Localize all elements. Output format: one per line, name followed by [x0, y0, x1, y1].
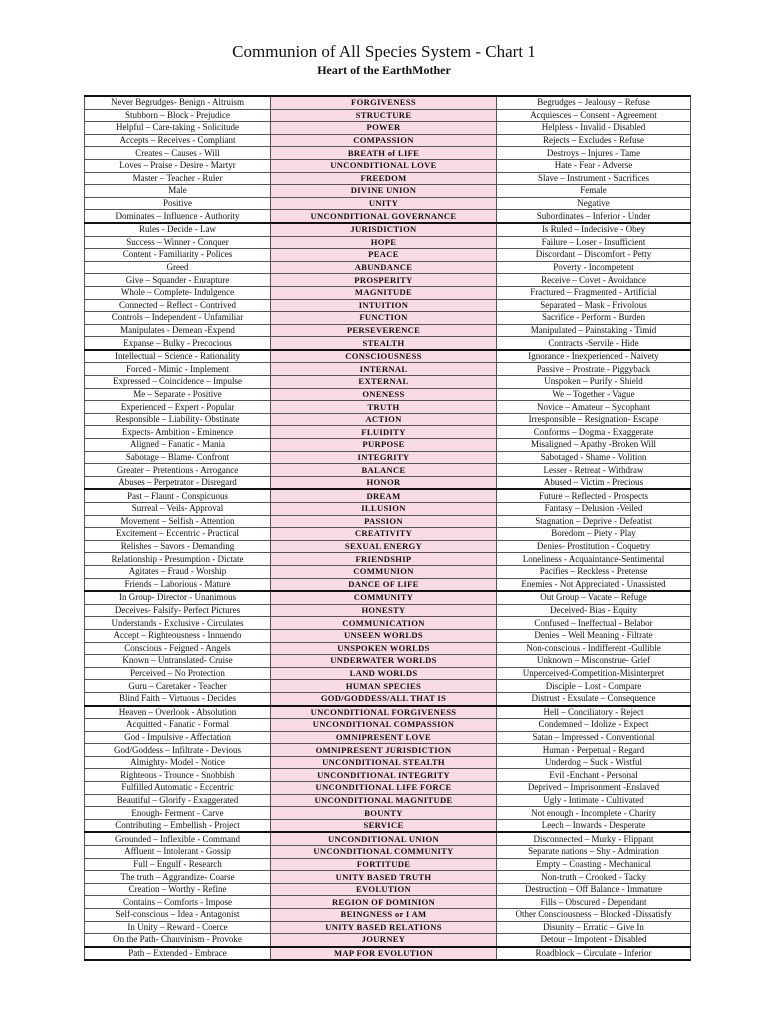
right-quality-cell: Is Ruled – Indecisive - Obey [497, 223, 691, 236]
left-quality-cell: Excitement – Eccentric - Practical [85, 528, 271, 541]
center-principle-cell: COMMUNICATION [271, 617, 497, 630]
right-quality-cell: Fills – Obscured - Dependant [497, 896, 691, 909]
right-quality-cell: Ignorance - Inexperienced - Naivety [497, 350, 691, 363]
center-principle-cell: FORTITUDE [271, 858, 497, 871]
center-principle-cell: BOUNTY [271, 807, 497, 820]
center-principle-cell: INTEGRITY [271, 451, 497, 464]
center-principle-cell: HUMAN SPECIES [271, 680, 497, 693]
table-row [85, 719, 691, 732]
center-principle-cell: INTUITION [271, 299, 497, 312]
table-row [85, 819, 691, 832]
right-quality-cell: Passive – Prostrate - Piggyback [497, 363, 691, 376]
center-principle-cell: UNSPOKEN WORLDS [271, 642, 497, 655]
center-principle-cell: UNCONDITIONAL STEALTH [271, 756, 497, 769]
right-quality-cell: Not enough - Incomplete - Charity [497, 807, 691, 820]
center-principle-cell: UNITY BASED TRUTH [271, 871, 497, 884]
right-quality-cell: Condemned – Idolize - Expect [497, 719, 691, 732]
right-quality-cell: Denies – Well Meaning - Filtrate [497, 629, 691, 642]
table-row [85, 464, 691, 477]
center-principle-cell: LAND WORLDS [271, 667, 497, 680]
left-quality-cell: Relationship - Presumption - Dictate [85, 553, 271, 566]
center-principle-cell: BALANCE [271, 464, 497, 477]
left-quality-cell: Almighty- Model - Notice [85, 756, 271, 769]
table-row [85, 197, 691, 210]
center-principle-cell: UNCONDITIONAL LIFE FORCE [271, 782, 497, 795]
left-quality-cell: Controls – Independent - Unfamiliar [85, 312, 271, 325]
center-principle-cell: JOURNEY [271, 934, 497, 947]
center-principle-cell: GOD/GODDESS/ALL THAT IS [271, 692, 497, 705]
center-principle-cell: UNSEEN WORLDS [271, 629, 497, 642]
table-row [85, 553, 691, 566]
right-quality-cell: Deprived – Imprisonment -Enslaved [497, 782, 691, 795]
center-principle-cell: UNCONDITIONAL GOVERNANCE [271, 210, 497, 223]
table-row [85, 692, 691, 705]
center-principle-cell: UNCONDITIONAL MAGNITUDE [271, 794, 497, 807]
table-row [85, 210, 691, 223]
right-quality-cell: Pacifies – Reckless - Pretense [497, 565, 691, 578]
right-quality-cell: Future – Reflected - Prospects [497, 489, 691, 502]
right-quality-cell: Empty – Coasting - Mechanical [497, 858, 691, 871]
right-quality-cell: Roadblock – Circulate - Inferior [497, 947, 691, 961]
center-principle-cell: OMNIPRESENT LOVE [271, 731, 497, 744]
species-chart-table [84, 95, 691, 961]
center-principle-cell: MAP FOR EVOLUTION [271, 947, 497, 961]
left-quality-cell: Greater – Pretentious - Arrogance [85, 464, 271, 477]
table-row [85, 350, 691, 363]
left-quality-cell: Blind Faith – Virtuous - Decides [85, 692, 271, 705]
right-quality-cell: Other Consciousness – Blocked -Dissatisfy [497, 909, 691, 922]
left-quality-cell: Content - Familiarity - Polices [85, 249, 271, 262]
right-quality-cell: Fantasy – Delusion -Veiled [497, 503, 691, 516]
left-quality-cell: Success – Winner - Conquer [85, 236, 271, 249]
right-quality-cell: Separate nations – Shy - Admiration [497, 846, 691, 859]
center-principle-cell: UNCONDITIONAL COMMUNITY [271, 846, 497, 859]
left-quality-cell: Abuses – Perpetrator - Disregard [85, 476, 271, 489]
center-principle-cell: INTERNAL [271, 363, 497, 376]
right-quality-cell: Non-truth – Crooked - Tacky [497, 871, 691, 884]
left-quality-cell: Grounded – Inflexible - Command [85, 832, 271, 845]
left-quality-cell: Manipulates - Demean -Expend [85, 324, 271, 337]
center-principle-cell: UNCONDITIONAL UNION [271, 832, 497, 845]
table-row [85, 376, 691, 389]
center-principle-cell: UNITY BASED RELATIONS [271, 921, 497, 934]
right-quality-cell: Rejects – Excludes - Refuse [497, 134, 691, 147]
table-row [85, 642, 691, 655]
table-row [85, 134, 691, 147]
left-quality-cell: Surreal – Veils- Approval [85, 503, 271, 516]
right-quality-cell: Satan – Impressed - Conventional [497, 731, 691, 744]
right-quality-cell: Receive – Covet - Avoidance [497, 274, 691, 287]
center-principle-cell: PASSION [271, 515, 497, 528]
table-row [85, 604, 691, 617]
right-quality-cell: Sacrifice - Perform - Burden [497, 312, 691, 325]
right-quality-cell: Misaligned – Apathy -Broken Will [497, 439, 691, 452]
left-quality-cell: Known – Untranslated- Cruise [85, 655, 271, 668]
table-row [85, 871, 691, 884]
table-row [85, 476, 691, 489]
center-principle-cell: EXTERNAL [271, 376, 497, 389]
right-quality-cell: Human - Perpetual - Regard [497, 744, 691, 757]
center-principle-cell: UNCONDITIONAL INTEGRITY [271, 769, 497, 782]
table-row [85, 451, 691, 464]
right-quality-cell: Distrust - Exsulate – Consequence [497, 692, 691, 705]
table-row [85, 261, 691, 274]
table-row [85, 578, 691, 591]
table-row [85, 807, 691, 820]
center-principle-cell: DANCE OF LIFE [271, 578, 497, 591]
right-quality-cell: Failure – Loser - Insufficient [497, 236, 691, 249]
right-quality-cell: Slave – Instrument - Sacrifices [497, 172, 691, 185]
left-quality-cell: God/Goddess – Infiltrate - Devious [85, 744, 271, 757]
left-quality-cell: Aligned – Fanatic - Mania [85, 439, 271, 452]
center-principle-cell: BREATH of LIFE [271, 147, 497, 160]
left-quality-cell: Perceived – No Protection [85, 667, 271, 680]
center-principle-cell: EVOLUTION [271, 883, 497, 896]
left-quality-cell: Accept – Righteousness - Innuendo [85, 629, 271, 642]
right-quality-cell: Destruction – Off Balance - Immature [497, 883, 691, 896]
table-row [85, 185, 691, 198]
table-row [85, 756, 691, 769]
table-row [85, 413, 691, 426]
table-row [85, 832, 691, 845]
right-quality-cell: Disconnected – Murky - Flippant [497, 832, 691, 845]
right-quality-cell: Acquiesces – Consent - Agreement [497, 109, 691, 122]
left-quality-cell: Past – Flaunt - Conspicuous [85, 489, 271, 502]
table-row [85, 909, 691, 922]
left-quality-cell: Heaven – Overlook - Absolution [85, 706, 271, 719]
center-principle-cell: FLUIDITY [271, 426, 497, 439]
left-quality-cell: Expects- Ambition - Eminence [85, 426, 271, 439]
table-row [85, 921, 691, 934]
table-row [85, 896, 691, 909]
left-quality-cell: Affluent – Intolerant - Gossip [85, 846, 271, 859]
left-quality-cell: Fulfilled Automatic - Eccentric [85, 782, 271, 795]
center-principle-cell: DREAM [271, 489, 497, 502]
left-quality-cell: Expressed – Coincidence – Impulse [85, 376, 271, 389]
left-quality-cell: Give – Squander - Enrapture [85, 274, 271, 287]
right-quality-cell: Hell – Conciliatory - Reject [497, 706, 691, 719]
left-quality-cell: Expanse – Bulky - Precocious [85, 337, 271, 350]
table-row [85, 794, 691, 807]
right-quality-cell: Separated – Mask - Frivolous [497, 299, 691, 312]
right-quality-cell: Lesser - Retreat - Withdraw [497, 464, 691, 477]
right-quality-cell: Loneliness - Acquaintance-Sentimental [497, 553, 691, 566]
left-quality-cell: Relishes – Savors - Demanding [85, 540, 271, 553]
table-row [85, 947, 691, 961]
left-quality-cell: Creates – Causes - Will [85, 147, 271, 160]
right-quality-cell: Manipulated – Painstaking - Timid [497, 324, 691, 337]
table-row [85, 388, 691, 401]
table-row [85, 655, 691, 668]
center-principle-cell: PROSPERITY [271, 274, 497, 287]
right-quality-cell: Fractured – Fragmented - Artificial [497, 286, 691, 299]
center-principle-cell: ACTION [271, 413, 497, 426]
right-quality-cell: Non-conscious - Indifferent -Gullible [497, 642, 691, 655]
table-row [85, 312, 691, 325]
table-row [85, 591, 691, 604]
right-quality-cell: Confused – Ineffectual - Belabor [497, 617, 691, 630]
right-quality-cell: Begrudges – Jealousy – Refuse [497, 96, 691, 109]
table-row [85, 782, 691, 795]
center-principle-cell: DIVINE UNION [271, 185, 497, 198]
left-quality-cell: In Group- Director - Unanimous [85, 591, 271, 604]
center-principle-cell: SERVICE [271, 819, 497, 832]
table-row [85, 769, 691, 782]
left-quality-cell: Conscious - Feigned - Angels [85, 642, 271, 655]
table-row [85, 731, 691, 744]
left-quality-cell: Master – Teacher - Ruler [85, 172, 271, 185]
center-principle-cell: PURPOSE [271, 439, 497, 452]
center-principle-cell: PERSEVERENCE [271, 324, 497, 337]
center-principle-cell: PEACE [271, 249, 497, 262]
center-principle-cell: COMMUNITY [271, 591, 497, 604]
table-row [85, 426, 691, 439]
table-row [85, 249, 691, 262]
left-quality-cell: Loves – Praise - Desire - Martyr [85, 159, 271, 172]
table-row [85, 109, 691, 122]
left-quality-cell: Forced - Mimic - Implement [85, 363, 271, 376]
chart-body [85, 96, 691, 960]
center-principle-cell: UNCONDITIONAL COMPASSION [271, 719, 497, 732]
center-principle-cell: FRIENDSHIP [271, 553, 497, 566]
right-quality-cell: Out Group – Vacate – Refuge [497, 591, 691, 604]
left-quality-cell: Righteous - Trounce - Snobbish [85, 769, 271, 782]
left-quality-cell: Creation – Worthy - Refine [85, 883, 271, 896]
right-quality-cell: Ugly - Intimate - Cultivated [497, 794, 691, 807]
right-quality-cell: Female [497, 185, 691, 198]
center-principle-cell: REGION OF DOMINION [271, 896, 497, 909]
right-quality-cell: Conforms – Dogma - Exaggerate [497, 426, 691, 439]
right-quality-cell: Evil -Enchant - Personal [497, 769, 691, 782]
left-quality-cell: Dominates – Influence - Authority [85, 210, 271, 223]
right-quality-cell: Contracts -Servile - Hide [497, 337, 691, 350]
table-row [85, 934, 691, 947]
right-quality-cell: Helpless - Invalid - Disabled [497, 122, 691, 135]
center-principle-cell: MAGNITUDE [271, 286, 497, 299]
right-quality-cell: Disunity – Erratic – Give In [497, 921, 691, 934]
center-principle-cell: UNDERWATER WORLDS [271, 655, 497, 668]
right-quality-cell: Poverty - Incompetent [497, 261, 691, 274]
right-quality-cell: Negative [497, 197, 691, 210]
right-quality-cell: Detour – Impotent - Disabled [497, 934, 691, 947]
right-quality-cell: Sabotaged - Shame - Volition [497, 451, 691, 464]
center-principle-cell: HOPE [271, 236, 497, 249]
left-quality-cell: Sabotage – Blame- Confront [85, 451, 271, 464]
center-principle-cell: HONESTY [271, 604, 497, 617]
table-row [85, 680, 691, 693]
table-row [85, 515, 691, 528]
right-quality-cell: Leech – Inwards - Desperate [497, 819, 691, 832]
table-row [85, 528, 691, 541]
table-row [85, 489, 691, 502]
left-quality-cell: Friends – Laborious - Mature [85, 578, 271, 591]
left-quality-cell: Movement – Selfish - Attention [85, 515, 271, 528]
left-quality-cell: Contributing – Embellish - Project [85, 819, 271, 832]
table-row [85, 503, 691, 516]
left-quality-cell: On the Path- Chauvinism - Provoke [85, 934, 271, 947]
right-quality-cell: Discordant – Discomfort - Petty [497, 249, 691, 262]
center-principle-cell: CREATIVITY [271, 528, 497, 541]
left-quality-cell: In Unity – Reward - Coerce [85, 921, 271, 934]
table-row [85, 401, 691, 414]
right-quality-cell: Denies- Prostitution - Coquetry [497, 540, 691, 553]
left-quality-cell: Greed [85, 261, 271, 274]
right-quality-cell: We – Together - Vague [497, 388, 691, 401]
right-quality-cell: Novice – Amateur – Sycophant [497, 401, 691, 414]
table-row [85, 744, 691, 757]
left-quality-cell: Positive [85, 197, 271, 210]
table-row [85, 565, 691, 578]
left-quality-cell: The truth – Aggrandize- Coarse [85, 871, 271, 884]
left-quality-cell: Enough- Ferment - Carve [85, 807, 271, 820]
left-quality-cell: Guru – Caretaker - Teacher [85, 680, 271, 693]
center-principle-cell: HONOR [271, 476, 497, 489]
table-row [85, 324, 691, 337]
center-principle-cell: ONENESS [271, 388, 497, 401]
table-row [85, 122, 691, 135]
table-row [85, 617, 691, 630]
table-row [85, 172, 691, 185]
left-quality-cell: Connected – Reflect - Contrived [85, 299, 271, 312]
table-row [85, 540, 691, 553]
left-quality-cell: Contains – Comforts - Impose [85, 896, 271, 909]
center-principle-cell: UNITY [271, 197, 497, 210]
table-row [85, 706, 691, 719]
left-quality-cell: Self-conscious – Idea - Antagonist [85, 909, 271, 922]
center-principle-cell: FREEDOM [271, 172, 497, 185]
right-quality-cell: Destroys – Injures - Tame [497, 147, 691, 160]
left-quality-cell: Understands - Exclusive - Circulates [85, 617, 271, 630]
center-principle-cell: UNCONDITIONAL FORGIVENESS [271, 706, 497, 719]
right-quality-cell: Irresponsible – Resignation- Escape [497, 413, 691, 426]
left-quality-cell: Stubborn – Block - Prejudice [85, 109, 271, 122]
table-row [85, 363, 691, 376]
left-quality-cell: Never Begrudges- Benign - Altruism [85, 96, 271, 109]
table-row [85, 223, 691, 236]
center-principle-cell: CONSCIOUSNESS [271, 350, 497, 363]
right-quality-cell: Stagnation – Deprive - Defeatist [497, 515, 691, 528]
left-quality-cell: Acquitted - Fanatic - Formal [85, 719, 271, 732]
center-principle-cell: STRUCTURE [271, 109, 497, 122]
left-quality-cell: Deceives- Falsify- Perfect Pictures [85, 604, 271, 617]
center-principle-cell: STEALTH [271, 337, 497, 350]
left-quality-cell: God - Impulsive - Affectation [85, 731, 271, 744]
center-principle-cell: FUNCTION [271, 312, 497, 325]
left-quality-cell: Me – Separate - Positive [85, 388, 271, 401]
table-row [85, 299, 691, 312]
left-quality-cell: Experienced – Expert - Popular [85, 401, 271, 414]
center-principle-cell: COMPASSION [271, 134, 497, 147]
right-quality-cell: Underdog – Suck - Wistful [497, 756, 691, 769]
center-principle-cell: BEINGNESS or I AM [271, 909, 497, 922]
center-principle-cell: UNCONDITIONAL LOVE [271, 159, 497, 172]
left-quality-cell: Accepts – Receives - Compliant [85, 134, 271, 147]
table-row [85, 286, 691, 299]
right-quality-cell: Abused – Victim - Precious [497, 476, 691, 489]
table-row [85, 96, 691, 109]
left-quality-cell: Full – Engulf - Research [85, 858, 271, 871]
right-quality-cell: Disciple – Lost - Compare [497, 680, 691, 693]
center-principle-cell: FORGIVENESS [271, 96, 497, 109]
chart-subtitle: Heart of the EarthMother [317, 63, 451, 77]
table-row [85, 846, 691, 859]
table-row [85, 667, 691, 680]
table-row [85, 274, 691, 287]
right-quality-cell: Deceived- Bias - Equity [497, 604, 691, 617]
center-principle-cell: ILLUSION [271, 503, 497, 516]
right-quality-cell: Enemies - Not Appreciated - Unassisted [497, 578, 691, 591]
table-row [85, 858, 691, 871]
right-quality-cell: Boredom – Piety - Play [497, 528, 691, 541]
center-principle-cell: POWER [271, 122, 497, 135]
center-principle-cell: TRUTH [271, 401, 497, 414]
table-row [85, 337, 691, 350]
right-quality-cell: Unperceived-Competition-Misinterpret [497, 667, 691, 680]
left-quality-cell: Intellectual – Science - Rationality [85, 350, 271, 363]
left-quality-cell: Agitates – Fraud - Worship [85, 565, 271, 578]
left-quality-cell: Responsible – Liability- Obstinate [85, 413, 271, 426]
table-row [85, 147, 691, 160]
left-quality-cell: Path – Extended - Embrace [85, 947, 271, 961]
center-principle-cell: JURISDICTION [271, 223, 497, 236]
table-row [85, 439, 691, 452]
left-quality-cell: Male [85, 185, 271, 198]
center-principle-cell: COMMUNION [271, 565, 497, 578]
table-row [85, 159, 691, 172]
left-quality-cell: Whole – Complete- Indulgence [85, 286, 271, 299]
table-row [85, 883, 691, 896]
center-principle-cell: SEXUAL ENERGY [271, 540, 497, 553]
left-quality-cell: Beautiful – Glorify - Exaggerated [85, 794, 271, 807]
left-quality-cell: Rules - Decide - Law [85, 223, 271, 236]
center-principle-cell: OMNIPRESENT JURISDICTION [271, 744, 497, 757]
right-quality-cell: Unknown – Misconstrue- Grief [497, 655, 691, 668]
right-quality-cell: Unspoken – Purify - Shield [497, 376, 691, 389]
table-row [85, 629, 691, 642]
center-principle-cell: ABUNDANCE [271, 261, 497, 274]
right-quality-cell: Hate - Fear - Adverse [497, 159, 691, 172]
table-row [85, 236, 691, 249]
right-quality-cell: Subordinates – Inferior - Under [497, 210, 691, 223]
left-quality-cell: Helpful – Care-taking - Solicitude [85, 122, 271, 135]
chart-title: Communion of All Species System - Chart 1 [232, 42, 536, 61]
